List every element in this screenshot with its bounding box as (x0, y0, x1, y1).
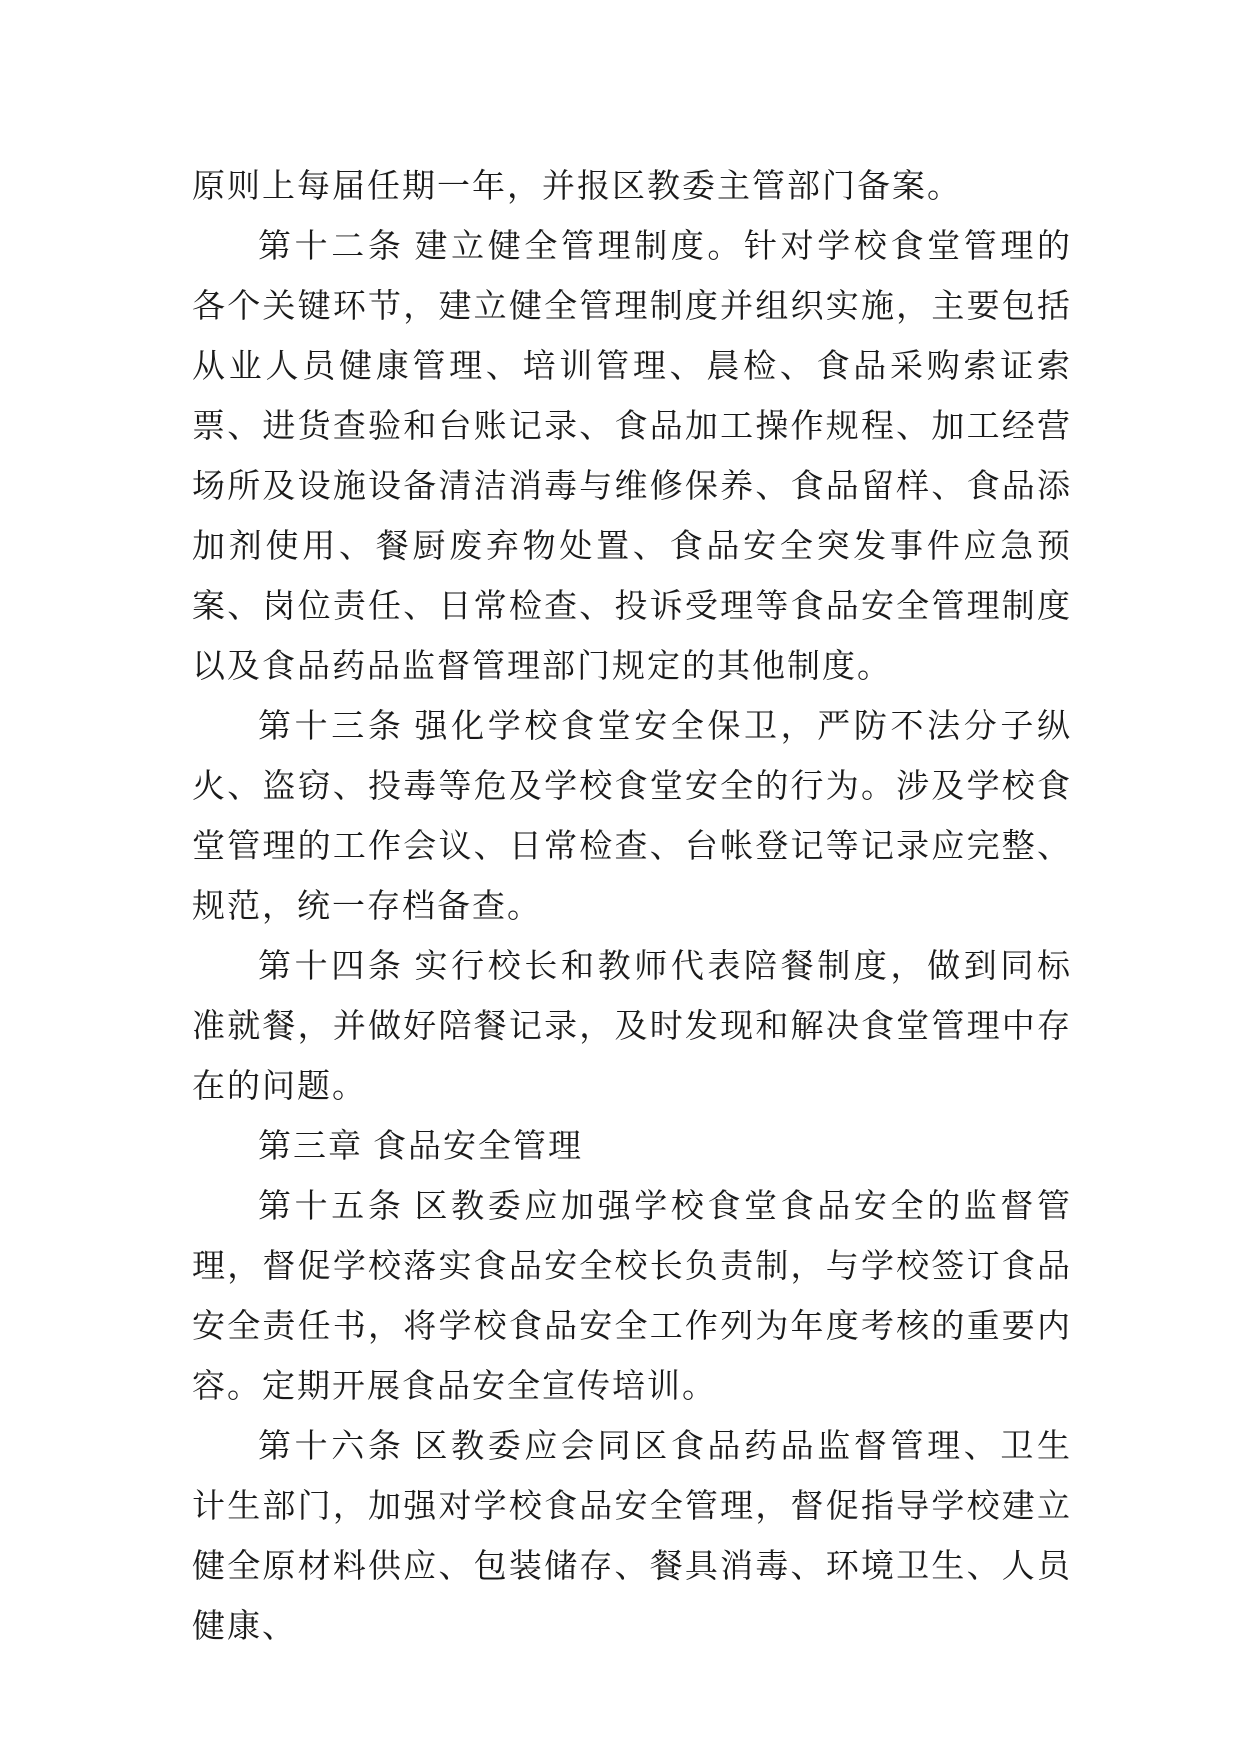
chapter-3-heading (192, 1116, 1072, 1176)
article-number: 第十四条 (258, 946, 405, 985)
article-text: 强化学校食堂安全保卫，严防不法分子纵火、盗窃、投毒等危及学校食堂安全的行为。涉及学校食堂管理的工作会议、日常检查、台帐登记等记录应完整、规范，统一存档备查。 (192, 706, 1073, 925)
article-12 (192, 216, 1072, 696)
article-text: 区教委应会同区食品药品监督管理、卫生计生部门，加强对学校食品安全管理，督促指导学校建立健全原材料供应、包装储存、餐具消毒、环境卫生、人员健康、 (192, 1426, 1073, 1645)
article-number: 第十二条 (258, 226, 405, 265)
article-text: 区教委应加强学校食堂食品安全的监督管理，督促学校落实食品安全校长负责制，与学校签订食品安全责任书，将学校食品安全工作列为年度考核的重要内容。定期开展食品安全宣传培训。 (192, 1186, 1073, 1405)
paragraph-continuation (192, 156, 1072, 216)
paragraph-text: 原则上每届任期一年，并报区教委主管部门备案。 (192, 166, 962, 205)
article-text: 建立健全管理制度。针对学校食堂管理的各个关键环节，建立健全管理制度并组织实施，主要包括从业人员健康管理、培训管理、晨检、食品采购索证索票、进货查验和台账记录、食品加工操作规程、加工经营场所及设施设备清洁消毒与维修保养、食品留样、食品添加剂使用、餐厨废弃物处置、食品安全突发事件应急预案、岗位责任、日常检查、投诉受理等食品安全管理制度以及食品药品监督管理部门规定的其他制度。 (192, 226, 1073, 685)
article-number: 第十三条 (258, 706, 405, 745)
article-14 (192, 936, 1072, 1116)
article-number: 第十六条 (258, 1426, 405, 1465)
article-15 (192, 1176, 1072, 1416)
article-13 (192, 696, 1072, 936)
article-16 (192, 1416, 1072, 1656)
chapter-title: 食品安全管理 (373, 1126, 583, 1165)
document-body (192, 156, 1072, 1656)
article-number: 第十五条 (258, 1186, 405, 1225)
article-text: 实行校长和教师代表陪餐制度，做到同标准就餐，并做好陪餐记录，及时发现和解决食堂管理中存在的问题。 (192, 946, 1073, 1105)
chapter-number: 第三章 (258, 1126, 363, 1165)
